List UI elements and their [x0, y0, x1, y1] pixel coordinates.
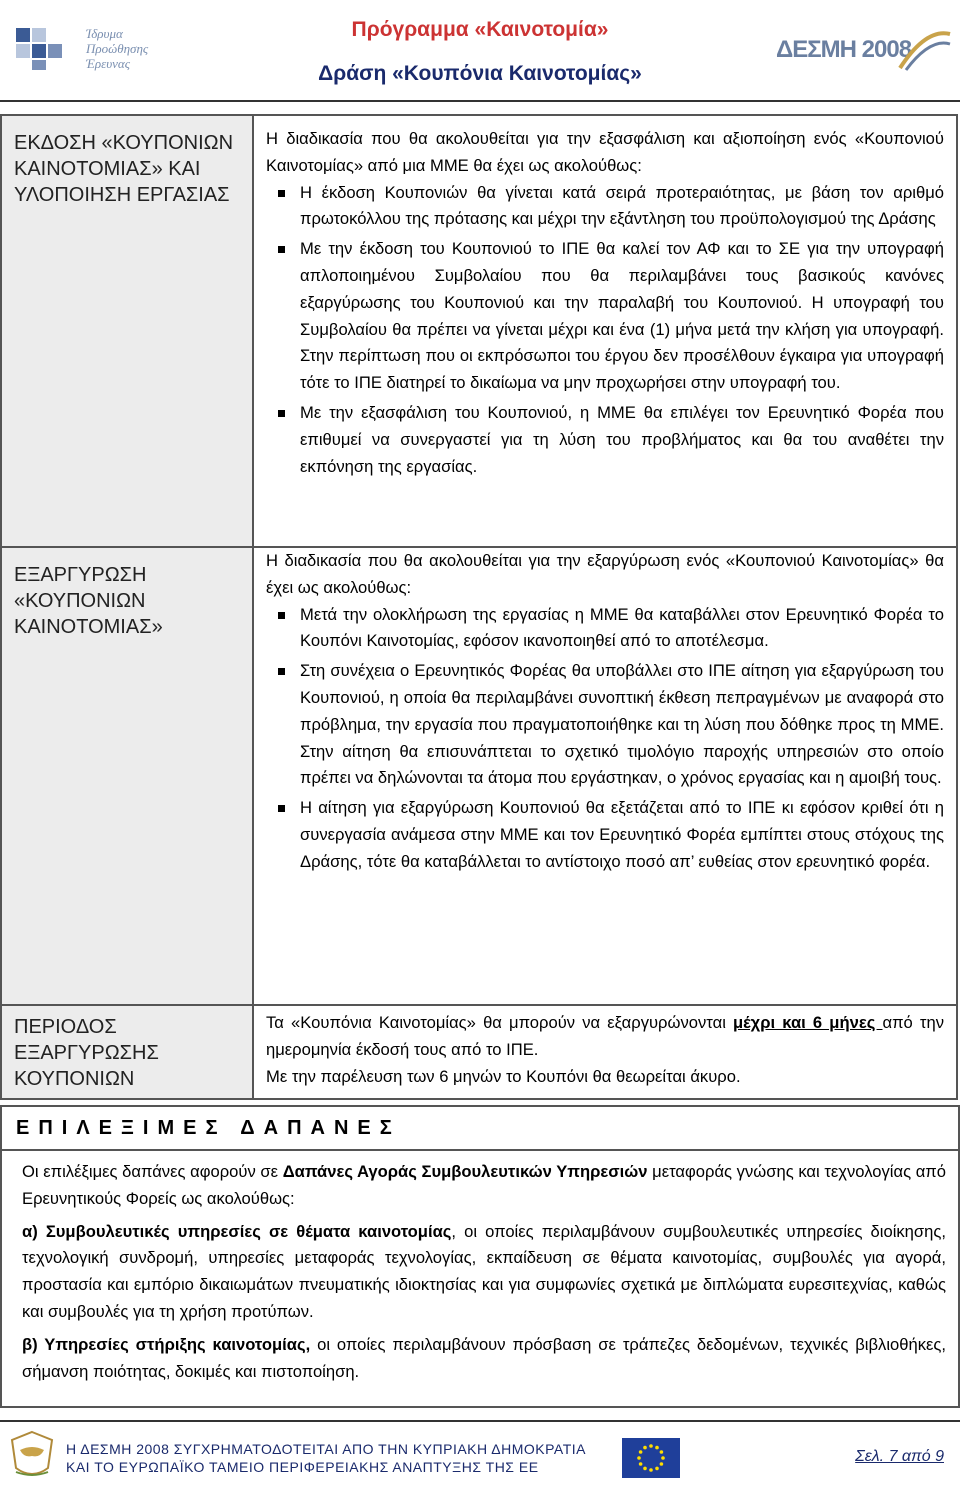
table-row: [1, 1005, 957, 1099]
period-text-post: από την ημερομηνία έκδοσή τους από το ΙΠΕ.: [266, 1013, 944, 1059]
program-title-prefix: Πρόγραμμα «: [351, 18, 487, 41]
eu-flag-icon: [622, 1438, 680, 1478]
list-item: Η αίτηση για εξαργύρωση Κουπονιού θα εξετάζεται από το ΙΠΕ κι εφόσον κριθεί ότι η συνεργασία ανάμεσα στην ΜΜΕ και τον Ερευνητικό Φορέα εμπίπτει στους στόχους της Δράσης, τότε θα καταβάλλεται το αντίστοιχο ποσό απ’ ευθείας στον ερευνητικό φορέα.: [266, 795, 944, 875]
redemption-intro: Η διαδικασία που θα ακολουθείται για την εξαργύρωση ενός «Κουπονιού Καινοτομίας» θα έχει ως ακολούθως:: [266, 551, 944, 597]
list-item: Στη συνέχεια ο Ερευνητικός Φορέας θα υποβάλλει στο ΙΠΕ αίτηση για εξαργύρωση του Κουπονιού, η οποία θα περιλαμβάνει συνοπτική έκθεση πεπραγμένων με αναφορά στο πρόβλημα, την εργασία που πραγματοποιήθηκε και τη λύση που δόθηκε προς τη ΜΜΕ. Στην αίτηση θα επισυνάπτεται το σχετικό τιμολόγιο παροχής υπηρεσιών στο οποίο πρέπει να δηλώνονται τα άτομα που εργάστηκαν, ο χρόνος εργασίας και η αμοιβή τους.: [266, 658, 944, 792]
logo-line-3: Έρευνας: [86, 56, 131, 71]
logo-line-1: Ίδρυμα: [86, 26, 123, 41]
footer-line-1: Η ΔΕΣΜΗ 2008 ΣΥΓΧΡΗΜΑΤΟΔΟΤΕΙΤΑΙ ΑΠΟ ΤΗΝ ΚΥΠΡΙΑΚΗ ΔΗΜΟΚΡΑΤΙΑ: [66, 1441, 586, 1457]
label-redemption: ΕΞΑΡΓΥΡΩΣΗ «ΚΟΥΠΟΝΙΩΝ ΚΑΙΝΟΤΟΜΙΑΣ»: [14, 564, 163, 638]
row-content: [253, 115, 957, 547]
row-content: [253, 547, 957, 1005]
period-text-1: [266, 1010, 944, 1064]
table-row: [1, 115, 957, 547]
desmi-logo-text: ΔΕΣΜΗ 2008: [776, 36, 912, 63]
issuance-bullets: [266, 180, 944, 481]
table-row: [1, 547, 957, 1005]
row-content: [253, 1005, 957, 1099]
row-label: [1, 547, 253, 1005]
redemption-bullets: [266, 602, 944, 876]
procedure-table: [0, 114, 958, 1100]
eligible-expenses-body: [2, 1151, 958, 1385]
footer-line-2: ΚΑΙ ΤΟ ΕΥΡΩΠΑΪΚΟ ΤΑΜΕΙΟ ΠΕΡΙΦΕΡΕΙΑΚΗΣ ΑΝΑΠΤΥΞΗΣ ΤΗΣ ΕΕ: [66, 1459, 539, 1475]
list-item: Η έκδοση Κουπονιών θα γίνεται κατά σειρά προτεραιότητας, με βάση τον αριθμό πρωτοκόλλου της πρότασης και μέχρι την εξάντληση του προϋπολογισμού της Δράσης: [266, 180, 944, 234]
eligible-intro-pre: Οι επιλέξιμες δαπάνες αφορούν σε: [22, 1162, 283, 1181]
period-deadline: μέχρι και 6 μήνες: [733, 1013, 883, 1032]
row-label: [1, 1005, 253, 1099]
logo-line-2: Προώθησης: [86, 41, 149, 56]
item-a-title: α) Συμβουλευτικές υπηρεσίες σε θέματα καινοτομίας: [22, 1221, 452, 1241]
footer-funding-text: [66, 1440, 586, 1476]
eligible-item-a: [22, 1219, 946, 1326]
issuance-intro: Η διαδικασία που θα ακολουθείται για την εξασφάλιση και αξιοποίηση ενός «Κουπονιού Καινοτομίας» από μια ΜΜΕ θα έχει ως ακολούθως:: [266, 129, 944, 175]
cyprus-emblem-icon: [6, 1428, 58, 1482]
eligible-item-b: [22, 1332, 946, 1386]
action-title: Δράση «Κουπόνια Καινοτομίας»: [318, 62, 642, 85]
item-a-text: , οι οποίες περιλαμβάνουν συμβουλευτικές υπηρεσίες διοίκησης, τεχνολογική συνδρομή, υπηρεσίες μεταφοράς τεχνολογίας, εκπαίδευση σε θέματα καινοτομίας, συμβουλές για αγορά, προστασία και εμπόριο δικαιωμάτων πνευματικής ιδιοκτησίας και για συμφωνίες σχετικά με διπλώματα ευρεσιτεχνίας, καθώς και συμβουλές για τη χρήση προτύπων.: [22, 1221, 946, 1321]
item-b-text: οι οποίες περιλαμβάνουν πρόσβαση σε τράπεζες δεδομένων, τεχνικές βιβλιοθήκες, σήμανση ποιότητας, δοκιμές και πιστοποίηση.: [22, 1334, 947, 1381]
desmi-swoosh-icon: [896, 28, 952, 74]
page-number: Σελ. 7 από 9: [855, 1448, 944, 1465]
header-divider: [0, 100, 960, 102]
label-period: ΠΕΡΙΟΔΟΣ ΕΞΑΡΓΥΡΩΣΗΣ ΚΟΥΠΟΝΙΩΝ: [14, 1016, 159, 1090]
desmi-logo: [772, 28, 952, 78]
page-header: [0, 0, 960, 105]
eligible-expenses-heading: ΕΠΙΛΕΞΙΜΕΣ ΔΑΠΑΝΕΣ: [2, 1107, 958, 1151]
eligible-intro-bold: Δαπάνες Αγοράς Συμβουλευτικών Υπηρεσιών: [282, 1162, 648, 1181]
row-label: [1, 115, 253, 547]
period-text-pre: Τα «Κουπόνια Καινοτομίας» θα μπορούν να εξαργυρώνονται: [266, 1013, 734, 1032]
eligible-expenses-box: [0, 1105, 960, 1408]
period-text-2: Με την παρέλευση των 6 μηνών το Κουπόνι θα θεωρείται άκυρο.: [266, 1066, 741, 1086]
item-b-title: β) Υπηρεσίες στήριξης καινοτομίας,: [22, 1334, 311, 1354]
eligible-intro-post: μεταφοράς γνώσης και τεχνολογίας από Ερευνητικούς Φορείς ως ακολούθως:: [22, 1162, 946, 1208]
list-item: Με την έκδοση του Κουπονιού το ΙΠΕ θα καλεί τον ΑΦ και το ΣΕ για την υπογραφή απλοποιημένου Συμβολαίου που θα περιλαμβάνει τους βασικούς κανόνες εξαργύρωσης του Κουπονιού και την παραλαβή του Κουπονιού. Η υπογραφή του Συμβολαίου θα πρέπει να γίνεται μέχρι και ένα (1) μήνα μετά την κλήση για υπογραφή. Στην περίπτωση που οι εκπρόσωποι του έργου δεν προσέλθουν έγκαιρα για υπογραφή τότε το ΙΠΕ διατηρεί το δικαίωμα να μην προχωρήσει στην υπογραφή του.: [266, 236, 944, 397]
program-title-emph: Καινοτομία»: [486, 18, 609, 41]
footer-divider: [0, 1420, 960, 1422]
label-issuance: ΕΚΔΟΣΗ «ΚΟΥΠΟΝΙΩΝ ΚΑΙΝΟΤΟΜΙΑΣ» ΚΑΙ ΥΛΟΠΟΙΗΣΗ ΕΡΓΑΣΙΑΣ: [14, 132, 234, 206]
eligible-intro: [22, 1159, 946, 1213]
list-item: Με την εξασφάλιση του Κουπονιού, η ΜΜΕ θα επιλέγει τον Ερευνητικό Φορέα που επιθυμεί να συνεργαστεί για τη λύση του προβλήματος και θα του αναθέτει την εκπόνηση της εργασίας.: [266, 400, 944, 480]
list-item: Μετά την ολοκλήρωση της εργασίας η ΜΜΕ θα καταβάλλει στον Ερευνητικό Φορέα το Κουπόνι Καινοτομίας, εφόσον ικανοποιηθεί από το αποτέλεσμα.: [266, 602, 944, 656]
